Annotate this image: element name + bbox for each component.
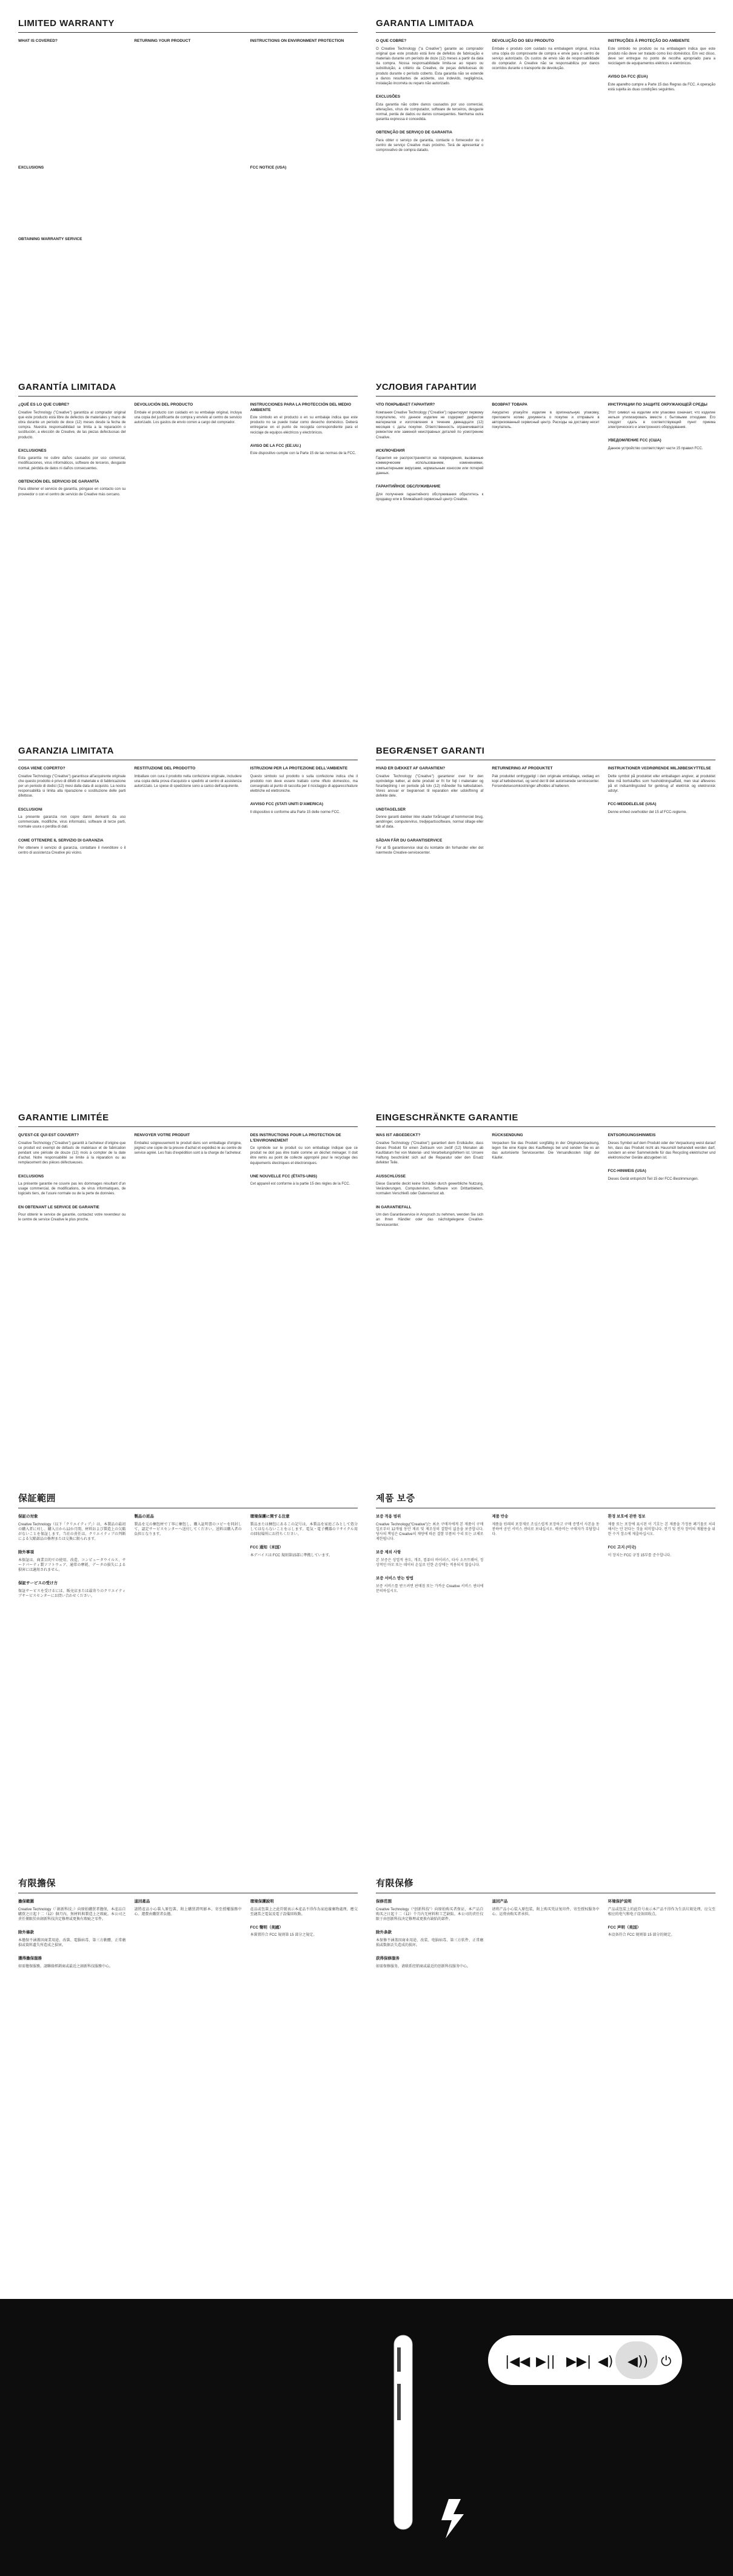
column-heading: 보증 적용 범위 [376, 1514, 401, 1519]
section-title: GARANTÍA LIMITADA [18, 382, 116, 392]
column-heading: QU'EST-CE QUI EST COUVERT? [18, 1133, 79, 1137]
exclusions-heading: EXCLUSIONES [18, 448, 47, 453]
column-text: Creative Technology ("Creative") garantiert dem Erstkäufer, dass dieses Produkt für einen Zeitraum von zwölf (12) Monaten ab Kaufdatum frei von Material- und Verarbeitungsfehlern ist. Unsere Haftung beschränkt sich auf die Reparatur oder den Ersatz defekter Teile. [376, 1141, 484, 1165]
exclusions-text: 本保証は、商業目的での使用、改造、コンピュータウイルス、サードパーティ製ソフトウェア、通常の摩耗、データの損失による損害には適用されません。 [18, 1558, 126, 1573]
fcc-heading: FCC-HINWEIS (USA) [607, 1169, 646, 1174]
column-heading: ENTSORGUNGSHINWEIS [607, 1133, 656, 1137]
column-text: Embale o produto com cuidado na embalagem original, inclua uma cópia do comprovante de compra e envie para o centro de serviço autorizado. Os custos de envio são de responsabilidade do comprador. A Creative não se responsabiliza por danos ocorridos durante o transporte de devolução. [492, 47, 600, 71]
column-text: 产品或包装上的此符号表示本产品不得作为生活垃圾处理，应交至相应的电气和电子设备回收点。 [607, 1907, 715, 1916]
warranty-fr [18, 1112, 358, 1229]
service-heading: 獲得擔保服務 [18, 1956, 42, 1961]
column-heading: RENVOYER VOTRE PRODUIT [134, 1133, 190, 1137]
section-fr-de [0, 1112, 733, 1416]
column-heading: DEVOLUÇÃO DO SEU PRODUTO [492, 39, 554, 43]
warranty-ja [18, 1491, 358, 1605]
service-heading: OBTENCIÓN DEL SERVICIO DE GARANTÍA [18, 479, 99, 484]
section-it-da [0, 746, 733, 1049]
exclusions-heading: 除外事項 [18, 1550, 34, 1555]
service-heading: SÅDAN FÅR DU GARANTISERVICE [376, 838, 443, 843]
fcc-heading: AVVISO FCC (STATI UNITI D'AMERICA) [250, 802, 324, 807]
service-heading: IN GARANTIEFALL [376, 1205, 412, 1209]
column-text: 請將產品小心裝入原包裝，附上購買證明影本，寄至授權服務中心。運費由購買者負擔。 [134, 1907, 242, 1916]
fcc-heading: УВЕДОМЛЕНИЕ FCC (США) [607, 438, 661, 443]
section-title: GARANTIA LIMITADA [376, 18, 474, 28]
column-heading: ВОЗВРАТ ТОВАРА [492, 403, 527, 407]
exclusions-text: La presente garanzia non copre danni derivanti da uso commerciale, modifiche, virus informatici, software di terze parti, normale usura o perdita di dati. [18, 815, 126, 829]
fcc-text: Este aparelho cumpre a Parte 15 das Regras da FCC. A operação está sujeita às duas condições seguintes. [607, 82, 715, 92]
divider [376, 1126, 715, 1127]
column-text: Pak produktet omhyggeligt i den originale emballage, vedlæg en kopi af købsbeviset, og send det til det autoriserede servicecenter. Forsendelsesomkostninger afholdes af køberen. [492, 774, 600, 788]
warranty-zh-cn [376, 1876, 715, 1975]
column-text: Este símbolo en el producto o en su embalaje indica que este producto no se puede tratar como desecho doméstico. Deberá entregarse en el punto de recogida correspondiente para el reciclaje de equipos eléctricos y electrónicos. [250, 416, 358, 435]
column-text: Imballare con cura il prodotto nella confezione originale, includere una copia della prova d'acquisto e spedirlo al centro di assistenza autorizzato. Le spese di spedizione sono a carico dell'acquirente. [134, 774, 242, 788]
section-en-pt [0, 18, 733, 241]
service-text: Для получения гарантийного обслуживания обратитесь к продавцу или в ближайший сервисный центр Creative. [376, 492, 484, 501]
service-text: Para obter o serviço de garantia, contacte o fornecedor ou o centro de serviço Creative mais próximo. Terá de apresentar o comprovativo de compra datado. [376, 138, 484, 153]
service-heading: OBTAINING WARRANTY SERVICE [18, 237, 82, 241]
column-heading: COSA VIENE COPERTO? [18, 766, 65, 771]
fcc-text: Il dispositivo è conforme alla Parte 15 delle norme FCC. [250, 810, 341, 814]
section-title: 有限擔保 [18, 1878, 56, 1889]
section-title: GARANZIA LIMITATA [18, 746, 114, 756]
column-heading: 제품 반송 [492, 1514, 509, 1519]
exclusions-heading: 除外条款 [376, 1930, 392, 1935]
exclusions-heading: EXCLUSIONS [18, 165, 44, 170]
fcc-heading: FCC NOTICE (USA) [250, 165, 287, 170]
warranty-ru [376, 382, 715, 508]
column-heading: RÜCKSENDUNG [492, 1133, 523, 1137]
column-heading: ЧТО ПОКРЫВАЕТ ГАРАНТИЯ? [376, 403, 435, 407]
charging-icon [441, 2499, 464, 2538]
exclusions-text: Esta garantia não cobre danos causados por uso comercial, alterações, vírus de computador, software de terceiros, desgaste normal, perda de dados ou danos consequentes. Nenhuma outra garantia expressa é concedida. [376, 102, 484, 122]
section-title: GARANTIE LIMITÉE [18, 1112, 109, 1123]
volume-down-icon: ◀) [598, 2354, 614, 2369]
column-heading: INSTRUCCIONES PARA LA PROTECCIÓN DEL MEDIO AMBIENTE [250, 403, 352, 412]
warranty-de [376, 1112, 715, 1234]
divider [18, 32, 358, 33]
exclusions-text: La présente garantie ne couvre pas les dommages résultant d'un usage commercial, de modifications, de virus informatiques, de logiciels tiers, de l'usure normale ou de la perte de données. [18, 1182, 126, 1196]
exclusions-heading: EXCLUSÕES [376, 95, 401, 99]
side-button [397, 2347, 401, 2372]
service-text: 如需擔保服務，請聯絡經銷商或最近之創新科技服務中心。 [18, 1964, 113, 1969]
warranty-en [18, 18, 358, 245]
exclusions-heading: AUSSCHLÜSSE [376, 1174, 406, 1179]
fcc-text: 이 장치는 FCC 규정 15부를 준수합니다. [607, 1553, 672, 1557]
power-icon: ⏻ [661, 2354, 672, 2369]
section-title: LIMITED WARRANTY [18, 18, 115, 28]
fcc-text: 本裝置符合 FCC 規則第 15 部分之規定。 [250, 1933, 317, 1938]
fcc-text: 本设备符合 FCC 规则第 15 部分的规定。 [607, 1933, 675, 1938]
column-heading: RETURNERING AF PRODUKTET [492, 766, 553, 771]
column-heading: 環境保護說明 [250, 1899, 274, 1904]
column-text: Embale el producto con cuidado en su embalaje original, incluya una copia del justificante de compra y envíelo al centro de servicio autorizado. Los gastos de envío corren a cargo del comprador. [134, 410, 242, 424]
column-heading: 环境保护说明 [607, 1899, 632, 1904]
exclusions-text: 本擔保不涵蓋因商業用途、改裝、電腦病毒、第三方軟體、正常磨損或資料遺失所造成之損害。 [18, 1938, 126, 1947]
fcc-text: Este dispositivo cumple con la Parte 15 de las normas de la FCC. [250, 452, 356, 456]
section-title: 保証範囲 [18, 1493, 56, 1504]
column-text: Creative Technology ("Creative") garantisce all'acquirente originale che questo prodotto è privo di difetti di materiale e di fabbricazione per un periodo di dodici (12) mesi dalla data di acquisto. La nostra responsabilità si limita alla riparazione o sostituzione delle parti difettose. [18, 774, 126, 798]
fcc-text: Cet appareil est conforme à la partie 15 des règles de la FCC. [250, 1182, 350, 1186]
column-text: Creative Technology（以下「クリエイティブ」）は、本製品の最初の購入者に対し、購入日から12か月間、材料および製造上の欠陥がないことを保証します。当社の責任は、クリエイティブの判断による欠陥部品の修理または交換に限られます。 [18, 1522, 126, 1542]
column-text: Questo simbolo sul prodotto o sulla confezione indica che il prodotto non deve essere trattato come rifiuto domestico, ma consegnato al punto di raccolta per il riciclaggio di apparecchiature elettriche ed elettroniche. [250, 774, 358, 794]
column-text: Dette symbol på produktet eller emballagen angiver, at produktet ikke må bortskaffes som husholdningsaffald, men skal afleveres på et indsamlingssted for genbrug af elektrisk og elektronisk udstyr. [607, 774, 715, 794]
column-heading: ISTRUZIONI PER LA PROTEZIONE DELL'AMBIENTE [250, 766, 348, 771]
column-heading: 製品の返品 [134, 1514, 154, 1519]
fcc-heading: FCC 고지 (미국) [607, 1545, 637, 1550]
column-heading: RETURNING YOUR PRODUCT [134, 39, 191, 43]
service-text: Per ottenere il servizio di garanzia, contattare il rivenditore o il centro di assistenza Creative più vicino. [18, 846, 126, 855]
column-heading: O QUE COBRE? [376, 39, 407, 43]
column-text: O Creative Technology ("a Creative") garante ao comprador original que este produto está livre de defeitos de fabricação e materiais durante um período de doze (12) meses a partir da data da compra. Nossa responsabilidade limita-se ao reparo ou substituição, a critério da Creative, de peças defeituosas do produto durante o período coberto. Esta garantia não se estende a danos resultantes de acidente, uso indevido, negligência, instalação incorreta ou reparo não autorizado. [376, 47, 484, 85]
column-text: Creative Technology ("Creative") garanterer over for den oprindelige køber, at dette produkt er fri for fejl i materialer og forarbejdning i en periode på tolv (12) måneder fra købsdatoen. Vores ansvar er begrænset til reparation eller udskiftning af defekte dele. [376, 774, 484, 798]
column-text: Аккуратно упакуйте изделие в оригинальную упаковку, приложите копию документа о покупке и отправьте в авторизованный сервисный центр. Расходы на доставку несет покупатель. [492, 410, 600, 430]
exclusions-heading: UNDTAGELSER [376, 807, 406, 812]
product-footer [0, 2299, 733, 2576]
column-text: 제품 또는 포장에 표시된 이 기호는 본 제품을 가정용 폐기물로 처리해서는 안 된다는 것을 의미합니다. 전기 및 전자 장비의 재활용을 위한 수거 장소에 제출하십시오. [607, 1522, 715, 1536]
side-button [397, 2384, 401, 2420]
service-text: 保証サービスを受けるには、販売店または最寄りのクリエイティブサービスセンターにお問い合わせください。 [18, 1589, 126, 1599]
service-text: Um den Garantieservice in Anspruch zu nehmen, wenden Sie sich an Ihren Händler oder das nächstgelegene Creative-Servicecenter. [376, 1213, 484, 1227]
fcc-text: Dieses Gerät entspricht Teil 15 der FCC-Bestimmungen. [607, 1177, 699, 1181]
service-text: 보증 서비스를 받으려면 판매점 또는 가까운 Creative 서비스 센터에 문의하십시오. [376, 1584, 484, 1593]
column-heading: 退回产品 [492, 1899, 508, 1904]
column-heading: RESTITUZIONE DEL PRODOTTO [134, 766, 196, 771]
column-heading: ¿QUÉ ES LO QUE CUBRE? [18, 403, 70, 407]
section-title: BEGRÆNSET GARANTI [376, 746, 485, 756]
exclusions-heading: 보증 제외 사항 [376, 1550, 401, 1555]
device-illustration [0, 2299, 733, 2576]
service-text: Para obtener el servicio de garantía, póngase en contacto con su proveedor o con el centro de servicio de Creative más cercano. [18, 487, 126, 497]
warranty-da [376, 746, 715, 862]
column-text: Este símbolo no produto ou na embalagem indica que este produto não deve ser tratado como lixo doméstico. Em vez disso, deve ser entregue no ponto de recolha apropriado para a reciclagem de equipamentos elétricos e eletrónicos. [607, 47, 715, 66]
prev-icon: |◀◀ [505, 2354, 531, 2369]
exclusions-heading: 除外條款 [18, 1930, 34, 1935]
column-heading: HVAD ER DÆKKET AF GARANTIEN? [376, 766, 446, 771]
fcc-heading: FCC 声明（美国） [607, 1925, 641, 1930]
section-es-ru [0, 382, 733, 685]
column-text: 製品または梱包にあるこの記号は、本製品を家庭ごみとして処分してはならないことを示します。電気・電子機器のリサイクル用の回収場所にお持ちください。 [250, 1522, 358, 1536]
column-text: Verpacken Sie das Produkt sorgfältig in der Originalverpackung, legen Sie eine Kopie des Kaufbelegs bei und senden Sie es an das autorisierte Servicecenter. Die Versandkosten trägt der Käufer. [492, 1141, 600, 1160]
fcc-heading: AVISO DE LA FCC (EE.UU.) [250, 443, 301, 448]
exclusions-text: Diese Garantie deckt keine Schäden durch gewerbliche Nutzung, Veränderungen, Computerviren, Software von Drittanbietern, normalen Verschleiß oder Datenverlust ab. [376, 1182, 484, 1196]
section-zh [0, 1876, 733, 2180]
column-text: 製品を元の梱包材で丁寧に梱包し、購入証明書のコピーを同封して、認定サービスセンターへ送付してください。送料は購入者の負担となります。 [134, 1522, 242, 1536]
next-icon: ▶▶| [566, 2354, 592, 2369]
column-text: 제품을 원래의 포장재로 조심스럽게 포장하고 구매 증명서 사본을 동봉하여 공인 서비스 센터로 보내십시오. 배송비는 구매자가 부담합니다. [492, 1522, 600, 1536]
column-heading: 環境保護に関する注意 [250, 1514, 290, 1519]
fcc-heading: UNE NOUVELLE FCC (ÉTATS-UNIS) [250, 1174, 317, 1179]
divider [18, 1126, 358, 1127]
volume-up-icon: ◀)) [628, 2354, 649, 2369]
divider [376, 32, 715, 33]
column-text: Ce symbole sur le produit ou son emballage indique que ce produit ne doit pas être traité comme un déchet ménager. Il doit être remis au point de collecte approprié pour le recyclage des équipements électriques et électroniques. [250, 1146, 358, 1165]
column-heading: ИНСТРУКЦИИ ПО ЗАЩИТЕ ОКРУЖАЮЩЕЙ СРЕДЫ [607, 403, 708, 407]
column-heading: 保修范围 [376, 1899, 392, 1904]
exclusions-heading: ESCLUSIONI [18, 807, 42, 812]
column-text: Creative Technology("Creative")는 최초 구매자에게 본 제품이 구매일로부터 12개월 동안 재료 및 제조상의 결함이 없음을 보증합니다. 당사의 책임은 Creative의 재량에 따른 결함 부품의 수리 또는 교체로 제한됩니다. [376, 1522, 484, 1542]
service-heading: 保証サービスの受け方 [18, 1581, 58, 1586]
column-heading: 擔保範圍 [18, 1899, 34, 1904]
column-text: Компания Creative Technology ("Creative") гарантирует первому покупателю, что данное изделие не содержит дефектов материалов и изготовления в течение двенадцати (12) месяцев с даты покупки. Ответственность ограничивается ремонтом или заменой неисправных деталей по усмотрению Creative. [376, 410, 484, 440]
service-text: Pour obtenir le service de garantie, contactez votre revendeur ou le centre de service Creative le plus proche. [18, 1213, 126, 1222]
service-heading: 获得保修服务 [376, 1956, 400, 1961]
exclusions-text: Гарантия не распространяется на повреждения, вызванные коммерческим использованием, изменениями, компьютерными вирусами, нормальным износом или потерей данных. [376, 457, 484, 475]
column-text: Dieses Symbol auf dem Produkt oder der Verpackung weist darauf hin, dass das Produkt nicht als Hausmüll behandelt werden darf, sondern an einer Sammelstelle für das Recycling elektrischer und elektronischer Geräte abzugeben ist. [607, 1141, 715, 1160]
column-heading: WAS IST ABGEDECKT? [376, 1133, 421, 1137]
column-heading: INSTRUCTIONS ON ENVIRONMENT PROTECTION [250, 39, 344, 43]
column-heading: INSTRUÇÕES À PROTEÇÃO DO AMBIENTE [607, 39, 690, 43]
column-text: Creative Technology（“创新科技”）向原始购买者保证，本产品自购买之日起十二（12）个月内无材料和工艺缺陷。本公司的责任仅限于由创新科技决定修理或更换有缺陷的部件。 [376, 1907, 484, 1921]
section-title: 제품 보증 [376, 1493, 415, 1504]
fcc-heading: FCC 聲明（美國） [250, 1925, 283, 1930]
column-text: Creative Technology ("Creative") garantit à l'acheteur d'origine que ce produit est exempt de défauts de matériaux et de fabrication pendant une période de douze (12) mois à compter de la date d'achat. Notre responsabilité se limite à la réparation ou au remplacement des pièces défectueuses. [18, 1141, 126, 1165]
fcc-text: Данное устройство соответствует части 15 правил FCC. [607, 446, 703, 450]
service-heading: OBTENÇÃO DE SERVIÇO DE GARANTIA [376, 130, 452, 135]
column-text: 產品或包裝上之此符號表示本產品不得作為家庭廢棄物處理，應交至適當之電氣及電子設備回收點。 [250, 1907, 358, 1916]
exclusions-heading: ИСКЛЮЧЕНИЯ [376, 448, 405, 453]
exclusions-text: Esta garantía no cubre daños causados por uso comercial, modificaciones, virus informáticos, software de terceros, desgaste normal, pérdida de datos ni daños consecuentes. [18, 457, 126, 470]
service-heading: 보증 서비스 받는 방법 [376, 1576, 413, 1581]
play-pause-icon: ▶|| [536, 2354, 555, 2369]
column-text: Creative Technology ("Creative") garantiza al comprador original que este producto está libre de defectos de materiales y mano de obra durante un período de doce (12) meses desde la fecha de compra. Nuestra responsabilidad se limita a la reparación o sustitución, a elección de Creative, de las piezas defectuosas del producto. [18, 410, 126, 440]
service-heading: COME OTTENERE IL SERVIZIO DI GARANZIA [18, 838, 104, 843]
fcc-text: 本デバイスは FCC 規則第15部に準拠しています。 [250, 1553, 333, 1557]
column-heading: 保証の対象 [18, 1514, 38, 1519]
column-heading: DEVOLUCIÓN DEL PRODUCTO [134, 403, 193, 407]
exclusions-heading: EXCLUSIONS [18, 1174, 44, 1179]
warranty-es [18, 382, 358, 503]
warranty-zh-tw [18, 1876, 358, 1975]
exclusions-text: Denne garanti dækker ikke skader forårsaget af kommerciel brug, ændringer, computervirus, tredjepartssoftware, normal slitage eller tab af data. [376, 815, 484, 829]
device-side-view [394, 2335, 412, 2529]
column-heading: INSTRUKTIONER VEDRØRENDE MILJØBESKYTTELSE [607, 766, 711, 771]
column-text: Emballez soigneusement le produit dans son emballage d'origine, joignez une copie de la preuve d'achat et expédiez-le au centre de service agréé. Les frais d'expédition sont à la charge de l'acheteur. [134, 1141, 242, 1155]
service-heading: ГАРАНТИЙНОЕ ОБСЛУЖИВАНИЕ [376, 484, 441, 489]
exclusions-text: 本保修不涵盖因商业用途、改装、电脑病毒、第三方软件、正常磨损或数据丢失造成的损坏。 [376, 1938, 484, 1947]
column-text: Creative Technology（「創新科技」）向原始購買者擔保，本產品自購買之日起十二（12）個月內，無材料與製造上之瑕疵。本公司之責任僅限於由創新科技決定修理或更換有瑕疵之零件。 [18, 1907, 126, 1921]
service-text: 如需保修服务，请联系经销商或最近的创新科技服务中心。 [376, 1964, 471, 1969]
section-title: 有限保修 [376, 1878, 414, 1889]
fcc-text: Denne enhed overholder del 15 af FCC-reglerne. [607, 810, 688, 814]
column-heading: 환경 보호에 관한 정보 [607, 1514, 646, 1519]
warranty-it [18, 746, 358, 862]
column-text: Этот символ на изделии или упаковке означает, что изделие нельзя утилизировать вместе с бытовыми отходами. Его следует сдать в соответствующий пункт приема электрического и электронного оборудования. [607, 410, 715, 430]
section-title: УСЛОВИЯ ГАРАНТИИ [376, 382, 477, 392]
service-heading: EN OBTENANT LE SERVICE DE GARANTIE [18, 1205, 99, 1209]
section-title: EINGESCHRÄNKTE GARANTIE [376, 1112, 518, 1123]
service-text: For at få garantiservice skal du kontakte din forhandler eller det nærmeste Creative-servicecenter. [376, 846, 484, 855]
fcc-heading: AVISO DA FCC (EUA) [607, 75, 648, 79]
column-text: 请将产品小心装入原包装，附上购买凭证复印件，寄至授权服务中心。运费由购买者承担。 [492, 1907, 600, 1916]
exclusions-text: 본 보증은 상업적 용도, 개조, 컴퓨터 바이러스, 타사 소프트웨어, 정상적인 마모 또는 데이터 손실로 인한 손상에는 적용되지 않습니다. [376, 1558, 484, 1568]
warranty-ko [376, 1491, 715, 1600]
column-heading: DES INSTRUCTIONS POUR LA PROTECTION DE L'ENVIRONNEMENT [250, 1133, 341, 1143]
column-heading: WHAT IS COVERED? [18, 39, 58, 43]
warranty-pt [376, 18, 715, 159]
section-ja-ko [0, 1491, 733, 1795]
fcc-heading: FCC-MEDDELELSE (USA) [607, 802, 657, 807]
fcc-heading: FCC 通知（米国） [250, 1545, 283, 1550]
column-heading: 退回產品 [134, 1899, 150, 1904]
